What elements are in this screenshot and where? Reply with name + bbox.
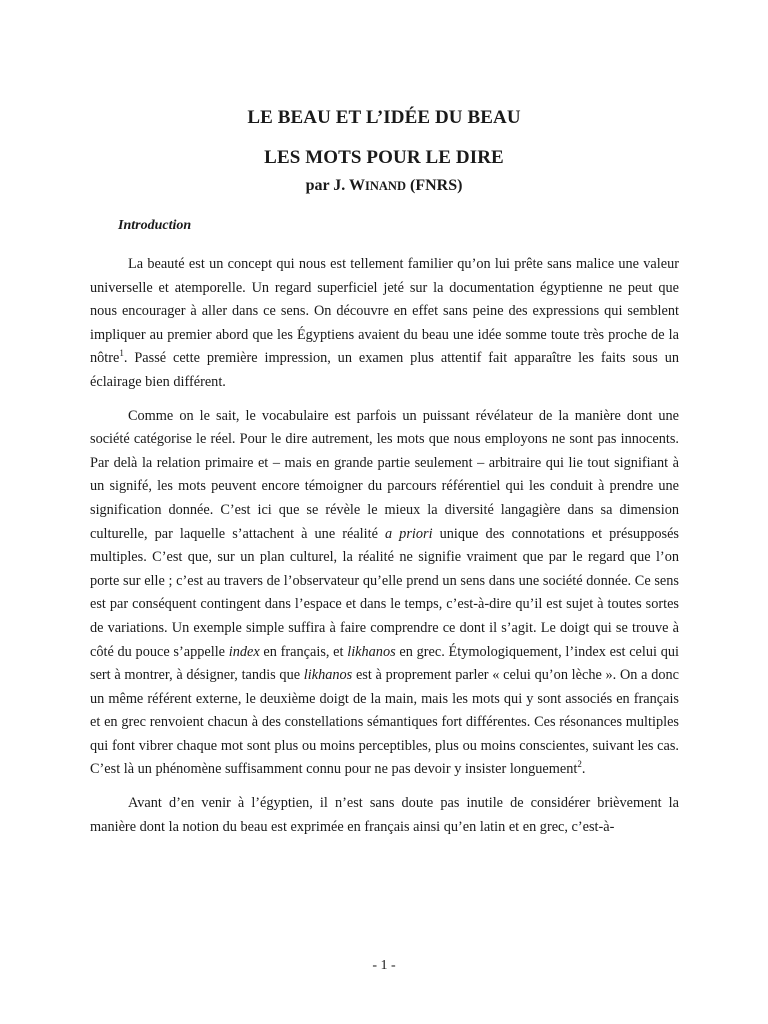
paragraph-3 [90,792,679,839]
paragraph-text: Comme on le sait, le vocabulaire est parfois un puissant révélateur de la manière dont une société catégorise le réel. Pour le dire autrement, les mots que nous employons ne sont pas innocents. Par delà la relation primaire et – mais en grande partie seulement – arbitraire qui lie tout signifiant à un signifé, les mots peuvent encore témoigner du parcours référentiel qui les conduit à prendre une signification donnée. C’est ici que se révèle le mieux la diversité langagière dans sa dimension culturelle, par laquelle s’attachent à une réalité [90,407,679,542]
main-title: LE BEAU ET L’IDÉE DU BEAU [247,107,521,128]
italic-term: a priori [384,525,433,542]
paragraph-text: La beauté est un concept qui nous est tellement familier qu’on lui prête sans malice une valeur universelle et atemporelle. Un regard superficiel jeté sur la documentation égyptienne ne peut que nous encourager à aller dans ce sens. On découvre en effet sans peine des expressions qui semblent impliquer au premier abord que les Égyptiens avaient du beau une idée somme toute très proche de la nôtre [90,256,679,367]
italic-term: likhanos [347,643,396,660]
title-block [0,98,768,196]
paragraph-text: en grec. Étymologiquement, l’index est celui qui sert à montrer, à désigner, tandis que [90,643,679,684]
author-affiliation: (FNRS) [405,177,463,194]
paragraph-text: . Passé cette première impression, un examen plus attentif fait apparaître les faits sous un éclairage bien différent. [90,350,679,390]
paragraph-text: . [581,761,586,778]
author-line [0,176,768,196]
section-heading: Introduction [118,218,192,233]
italic-term: likhanos [303,667,353,684]
paragraph-text: unique des connotations et présupposés multiples. C’est que, sur un plan culturel, la réalité ne signifie vraiment que par le regard que l’on porte sur elle ; c’est au travers de l’observateur qu’elle prend un sens dans une société donnée. Ce sens est par conséquent contingent dans l’espace et dans le temps, c’est-à-dire qu’il est sujet à toutes sortes de variations. Un exemple simple suffira à faire comprendre ce dont il s’agit. Le doigt qui se trouve à côté du pouce s’appelle [90,525,679,660]
italic-term: index [228,643,260,660]
footnote-ref-1[interactable]: 1 [119,348,124,359]
paragraph-1 [90,253,679,395]
paragraph-2 [90,405,679,783]
author-name-initial: W [349,177,365,194]
author-name-rest: INAND [365,179,406,193]
subtitle: LES MOTS POUR LE DIRE [264,147,504,168]
paragraph-text: Avant d’en venir à l’égyptien, il n’est sans doute pas inutile de considérer brièvement la manière dont la notion du beau est exprimée en français ainsi qu’en latin et en grec, c’est-à- [90,795,679,835]
body-text [90,253,679,849]
paragraph-text: est à proprement parler « celui qu’on lèche ». On a donc un même référent externe, le deuxième doigt de la main, mais les mots qui y sont associés en français et en grec renvoient chacun à des constellations sémantiques fort différentes. Ces résonances multiples qui font vibrer chaque mot sont plus ou moins perceptibles, plus ou moins conscientes, suivant les cas. C’est là un phénomène suffisamment connu pour ne pas devoir y insister longuement [90,667,679,778]
page-number: - 1 - [372,958,396,973]
author-prefix: par J. [305,177,349,194]
footnote-ref-2[interactable]: 2 [577,759,582,770]
paragraph-text: en français, et [259,643,348,660]
